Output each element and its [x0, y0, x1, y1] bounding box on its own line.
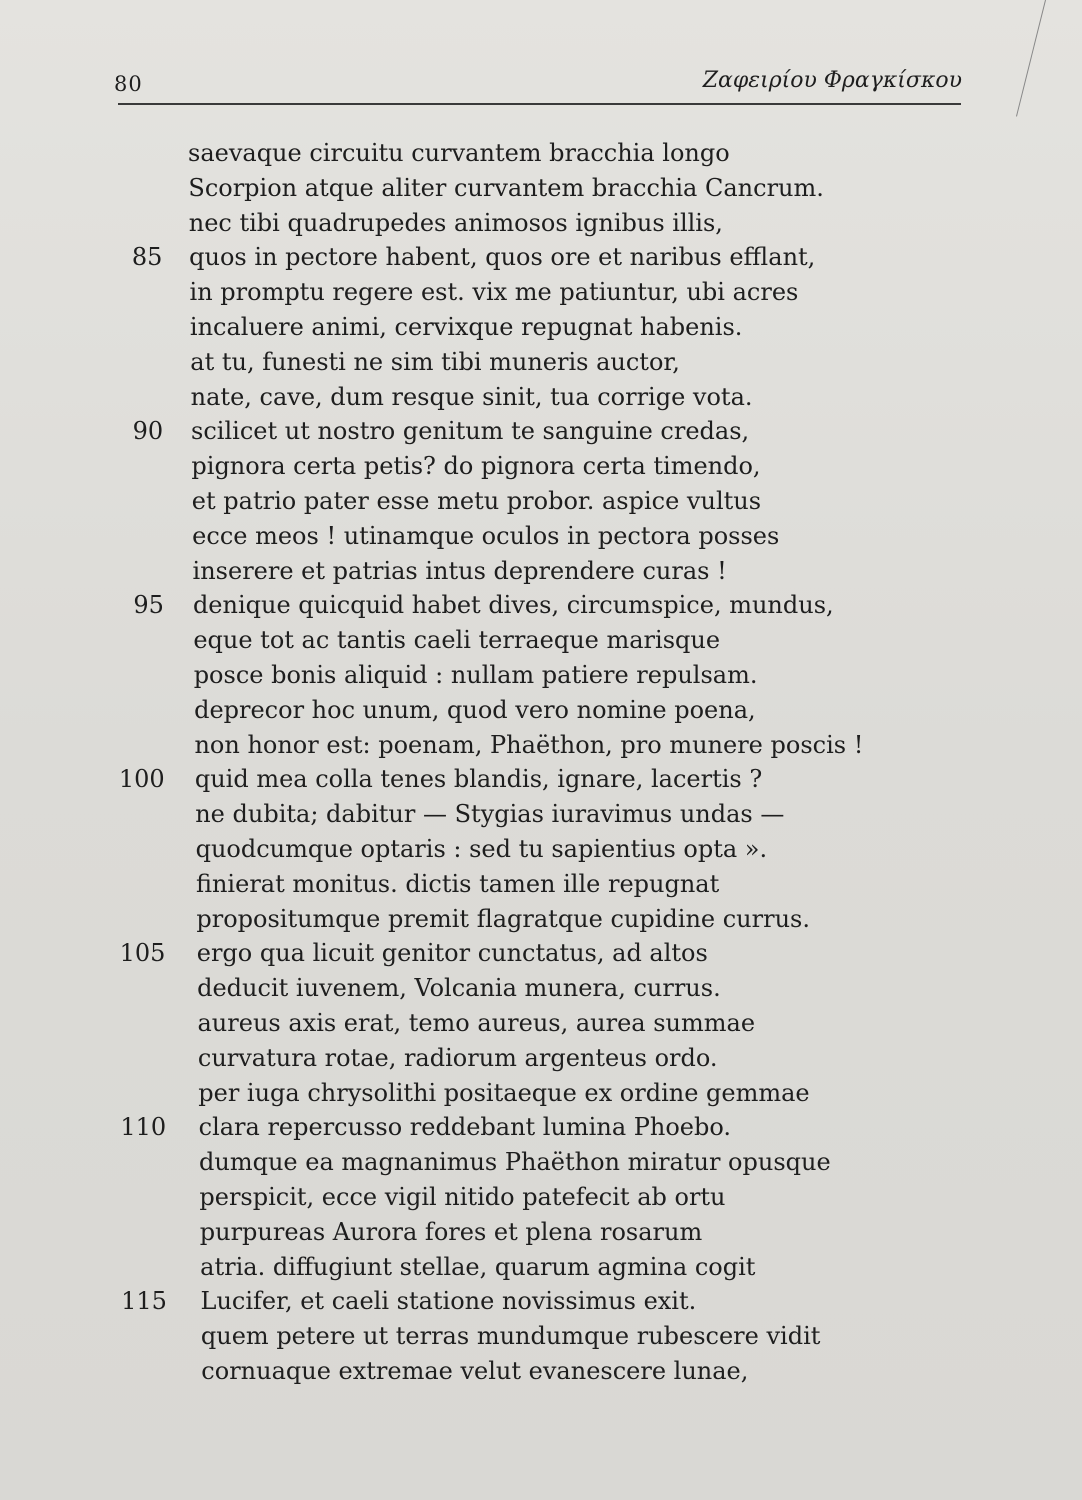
verse-text: purpureas Aurora fores et plena rosarum — [199, 1217, 703, 1246]
page-number: 80 — [114, 72, 143, 96]
verse-text: nec tibi quadrupedes animosos ignibus illis, — [188, 208, 723, 237]
verse-line — [0, 1354, 1082, 1389]
verse-text: quodcumque optaris : sed tu sapientius opta ». — [195, 834, 768, 863]
line-number: 100 — [118, 765, 165, 794]
verse-line — [0, 902, 1082, 937]
verse-line — [0, 762, 1082, 797]
verse-text: denique quicquid habet dives, circumspice, mundus, — [192, 591, 834, 620]
verse-line — [0, 832, 1082, 867]
verse-text: ergo qua licuit genitor cunctatus, ad altos — [196, 939, 708, 968]
line-number: 115 — [121, 1287, 167, 1316]
verse-line — [0, 1076, 1082, 1111]
verse-line — [0, 519, 1082, 554]
verse-text: Scorpion atque aliter curvantem bracchia Cancrum. — [188, 173, 824, 202]
verse-text: ecce meos ! utinamque oculos in pectora posses — [192, 521, 780, 550]
line-number: 90 — [132, 417, 164, 446]
verse-line — [0, 936, 1082, 971]
verse-text: incaluere animi, cervixque repugnat habenis. — [189, 312, 743, 341]
verse-line — [0, 414, 1082, 449]
verse-line — [0, 693, 1082, 728]
verse-line — [0, 275, 1082, 310]
verse-text: eque tot ac tantis caeli terraeque marisque — [193, 626, 721, 655]
verse-text: curvatura rotae, radiorum argenteus ordo. — [197, 1043, 718, 1072]
verse-line — [0, 1145, 1082, 1180]
verse-line — [0, 728, 1082, 763]
verse-text: finierat monitus. dictis tamen ille repugnat — [195, 869, 720, 898]
verse-line — [0, 1180, 1082, 1215]
verse-line — [0, 554, 1082, 589]
line-number: 85 — [131, 243, 163, 272]
verse-line — [0, 1006, 1082, 1041]
verse-text: scilicet ut nostro genitum te sanguine credas, — [191, 417, 750, 446]
verse-line — [0, 867, 1082, 902]
verse-text: pignora certa petis? do pignora certa timendo, — [191, 452, 761, 481]
verse-line — [0, 171, 1082, 206]
poem-text — [0, 136, 1082, 1389]
verse-line — [0, 623, 1082, 658]
verse-text: cornuaque extremae velut evanescere lunae, — [201, 1356, 749, 1385]
verse-text: quos in pectore habent, quos ore et naribus efflant, — [189, 243, 816, 272]
verse-line — [0, 449, 1082, 484]
verse-text: saevaque circuitu curvantem bracchia longo — [188, 139, 730, 167]
verse-text: perspicit, ecce vigil nitido patefecit ab ortu — [199, 1182, 726, 1211]
verse-text: quem petere ut terras mundumque rubescere vidit — [200, 1322, 821, 1351]
verse-text: et patrio pater esse metu probor. aspice vultus — [191, 486, 762, 515]
verse-line — [0, 1110, 1082, 1145]
verse-text: nate, cave, dum resque sinit, tua corrige vota. — [190, 382, 753, 411]
verse-line — [0, 1215, 1082, 1250]
verse-line — [0, 484, 1082, 519]
verse-text: in promptu regere est. vix me patiuntur, ubi acres — [189, 278, 799, 307]
verse-line — [0, 797, 1082, 832]
verse-text: deducit iuvenem, Volcania munera, currus. — [197, 974, 721, 1003]
verse-text: inserere et patrias intus deprendere curas ! — [192, 556, 727, 585]
verse-text: ne dubita; dabitur — Stygias iuravimus undas — — [195, 800, 785, 829]
verse-text: dumque ea magnanimus Phaëthon miratur opusque — [199, 1148, 831, 1177]
verse-line — [0, 380, 1082, 415]
verse-line — [0, 1319, 1082, 1354]
verse-line — [0, 1250, 1082, 1285]
page-edge-mark — [1016, 0, 1046, 117]
verse-text: clara repercusso reddebant lumina Phoebo. — [198, 1113, 732, 1142]
verse-line — [0, 971, 1082, 1006]
verse-text: non honor est: poenam, Phaëthon, pro munere poscis ! — [194, 730, 864, 759]
verse-text: quid mea colla tenes blandis, ignare, lacertis ? — [194, 765, 763, 794]
verse-line — [0, 1284, 1082, 1319]
verse-text: atria. diffugiunt stellae, quarum agmina cogit — [200, 1252, 756, 1281]
verse-line — [0, 310, 1082, 345]
verse-line — [0, 658, 1082, 693]
verse-text: Lucifer, et caeli statione novissimus exit. — [200, 1287, 697, 1316]
line-number: 105 — [119, 939, 166, 968]
header-rule — [118, 103, 961, 105]
verse-line — [0, 1041, 1082, 1076]
line-number: 110 — [120, 1113, 167, 1142]
running-head: Ζαφειρίου Φραγκίσκου — [702, 68, 962, 93]
verse-text: at tu, funesti ne sim tibi muneris auctor, — [190, 347, 680, 376]
verse-text: posce bonis aliquid : nullam patiere repulsam. — [193, 660, 758, 689]
verse-line — [0, 136, 1082, 171]
verse-line — [0, 588, 1082, 623]
verse-text: per iuga chrysolithi positaeque ex ordine gemmae — [198, 1078, 810, 1107]
verse-text: aureus axis erat, temo aureus, aurea summae — [197, 1008, 756, 1037]
line-number: 95 — [133, 591, 164, 620]
verse-text: deprecor hoc unum, quod vero nomine poena, — [194, 695, 756, 724]
verse-text: propositumque premit flagratque cupidine currus. — [196, 904, 810, 933]
verse-line — [0, 206, 1082, 241]
verse-line — [0, 345, 1082, 380]
verse-line — [0, 240, 1082, 275]
